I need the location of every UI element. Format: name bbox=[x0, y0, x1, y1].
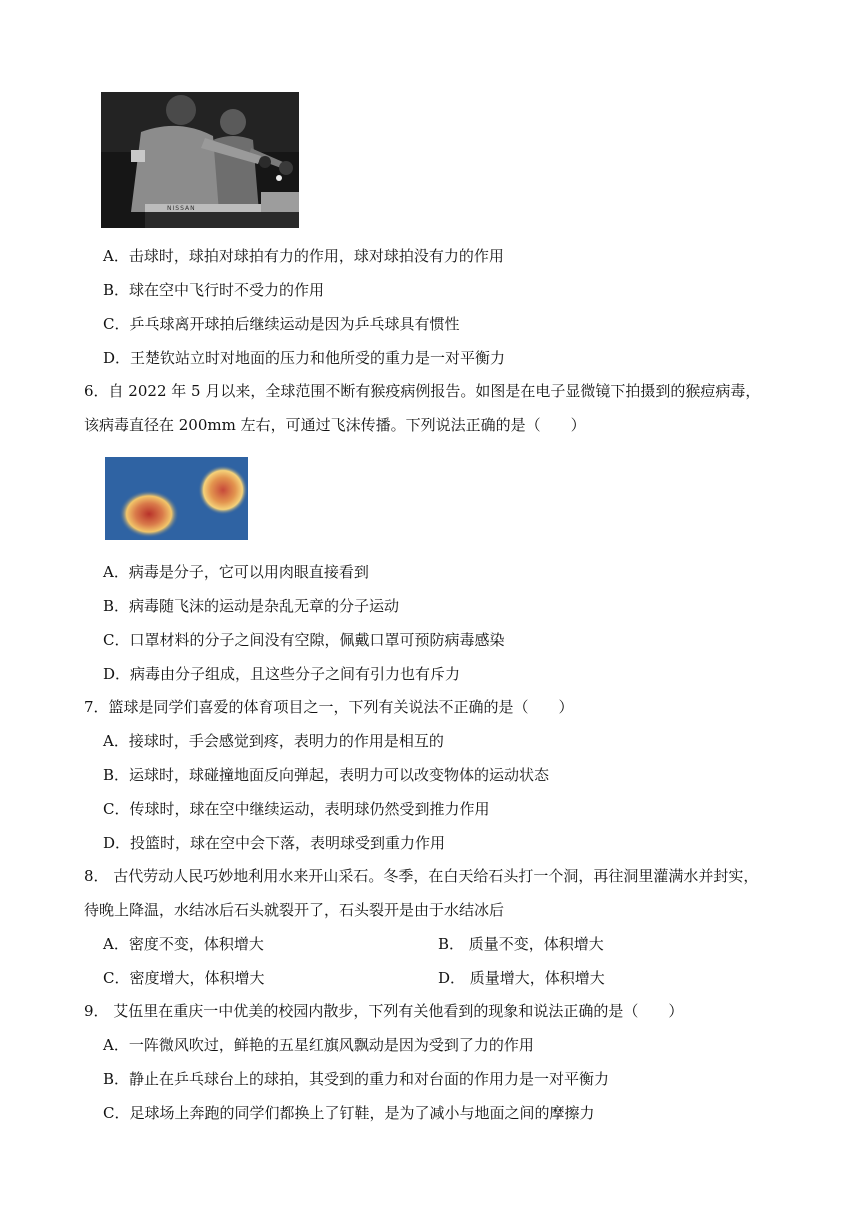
q7-option-b: B．运球时，球碰撞地面反向弹起，表明力可以改变物体的运动状态 bbox=[103, 766, 550, 784]
q6-stem-line2: 该病毒直径在 200mm 左右，可通过飞沫传播。下列说法正确的是（ ） bbox=[84, 416, 586, 434]
q8-option-b: B． 质量不变，体积增大 bbox=[438, 935, 604, 953]
table-tennis-photo bbox=[101, 92, 299, 228]
q6-option-d: D．病毒由分子组成，且这些分子之间有引力也有斥力 bbox=[103, 665, 461, 683]
q6-stem-line1: 6．自 2022 年 5 月以来，全球范围不断有猴疫病例报告。如图是在电子显微镜下拍摄到的猴痘病毒， bbox=[84, 382, 761, 400]
virus-micrograph bbox=[105, 457, 248, 540]
q6-option-b: B．病毒随飞沫的运动是杂乱无章的分子运动 bbox=[103, 597, 400, 615]
q5-option-c: C．乒乓球离开球拍后继续运动是因为乒乓球具有惯性 bbox=[103, 315, 460, 333]
table-sign-text: NISSAN bbox=[167, 205, 196, 212]
virus-particles-illustration bbox=[105, 457, 248, 540]
q9-option-c: C．足球场上奔跑的同学们都换上了钉鞋，是为了减小与地面之间的摩擦力 bbox=[103, 1104, 595, 1122]
q6-option-c: C．口罩材料的分子之间没有空隙，佩戴口罩可预防病毒感染 bbox=[103, 631, 505, 649]
q8-option-c: C．密度增大，体积增大 bbox=[103, 969, 265, 987]
q7-option-c: C．传球时，球在空中继续运动，表明球仍然受到推力作用 bbox=[103, 800, 490, 818]
q8-stem-line1: 8． 古代劳动人民巧妙地利用水来开山采石。冬季，在白天给石头打一个洞，再往洞里灌满水并封实， bbox=[84, 867, 759, 885]
q8-stem-line2: 待晚上降温，水结冰后石头就裂开了，石头裂开是由于水结冰后 bbox=[84, 901, 505, 919]
q9-option-b: B．静止在乒乓球台上的球拍，其受到的重力和对台面的作用力是一对平衡力 bbox=[103, 1070, 610, 1088]
q9-option-a: A．一阵微风吹过，鲜艳的五星红旗风飘动是因为受到了力的作用 bbox=[103, 1036, 534, 1054]
q7-stem: 7．篮球是同学们喜爱的体育项目之一，下列有关说法不正确的是（ ） bbox=[84, 698, 574, 716]
q5-option-b: B．球在空中飞行时不受力的作用 bbox=[103, 281, 325, 299]
q9-stem: 9． 艾伍里在重庆一中优美的校园内散步，下列有关他看到的现象和说法正确的是（ ） bbox=[84, 1002, 684, 1020]
q8-option-a: A．密度不变，体积增大 bbox=[103, 935, 264, 953]
q5-option-a: A．击球时，球拍对球拍有力的作用，球对球拍没有力的作用 bbox=[103, 247, 504, 265]
q6-option-a: A．病毒是分子，它可以用肉眼直接看到 bbox=[103, 563, 369, 581]
q8-option-d: D． 质量增大，体积增大 bbox=[438, 969, 605, 987]
q7-option-a: A．接球时，手会感觉到疼，表明力的作用是相互的 bbox=[103, 732, 444, 750]
q5-option-d: D．王楚钦站立时对地面的压力和他所受的重力是一对平衡力 bbox=[103, 349, 506, 367]
q7-option-d: D．投篮时，球在空中会下落，表明球受到重力作用 bbox=[103, 834, 446, 852]
table-tennis-illustration bbox=[101, 92, 299, 228]
